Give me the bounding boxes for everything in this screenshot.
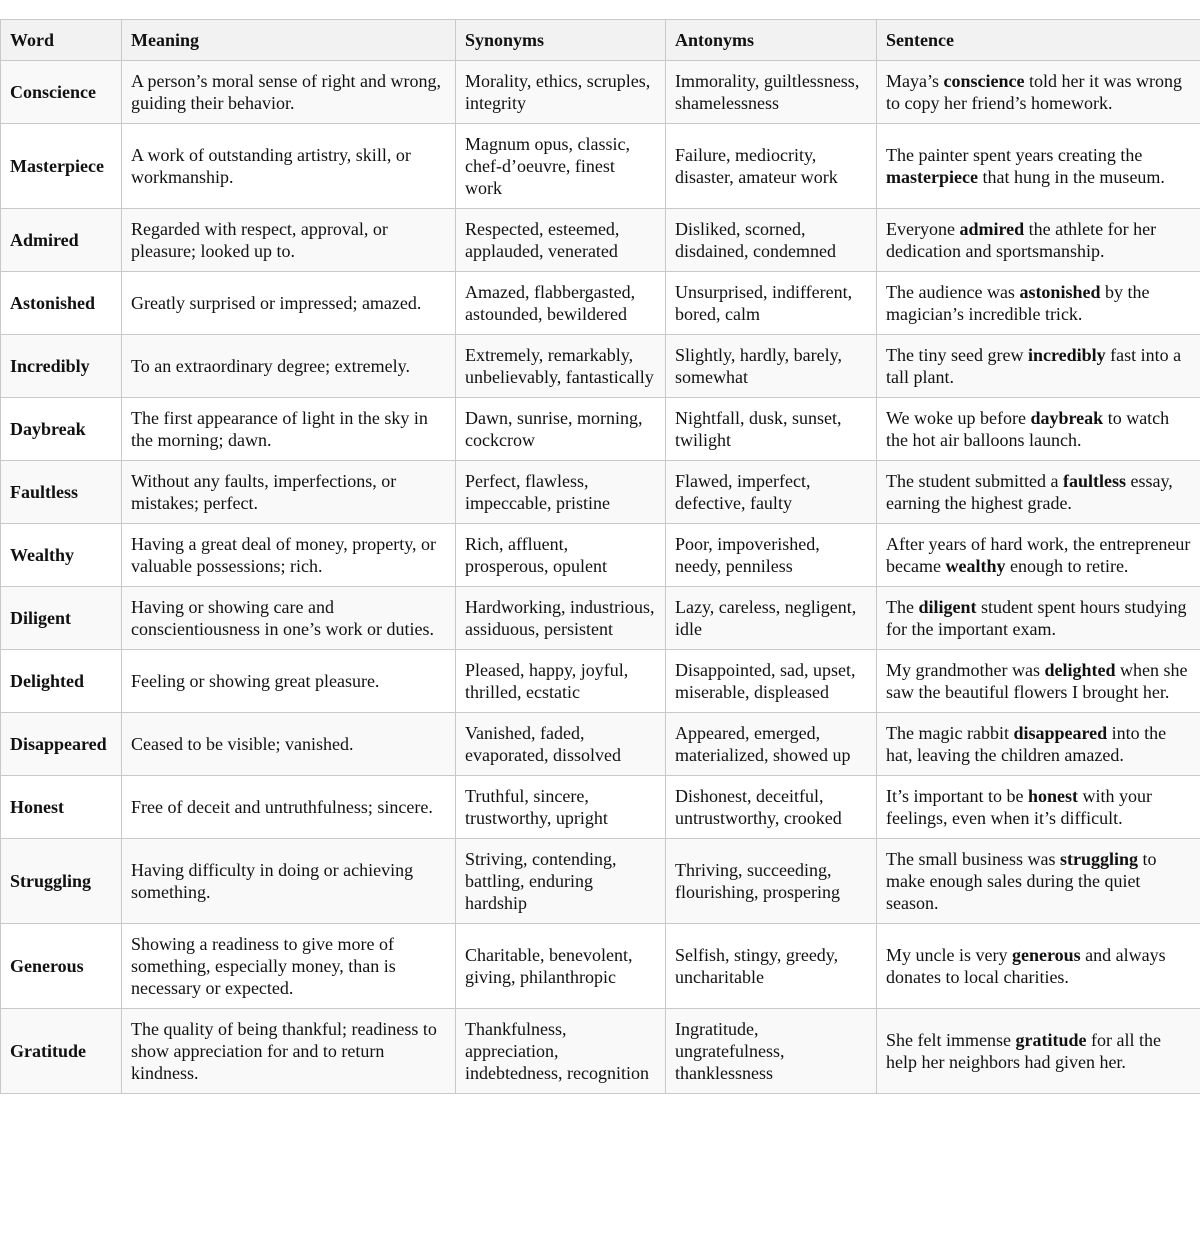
table-row [1,776,1200,839]
synonyms-cell: Rich, affluent, prosperous, opulent [456,524,666,587]
synonyms-cell: Respected, esteemed, applauded, venerated [456,209,666,272]
sentence-keyword: conscience [943,71,1025,91]
sentence-text: and always donates to local charities. [886,945,1166,987]
word-cell: Wealthy [1,524,122,587]
sentence-text: My grandmother was [886,660,1045,680]
header-row [1,20,1200,61]
sentence-text: She felt immense [886,1030,1016,1050]
header-word: Word [1,20,122,61]
sentence-text: to make enough sales during the quiet season. [886,849,1157,913]
sentence-text: fast into a tall plant. [886,345,1182,387]
antonyms-cell: Thriving, succeeding, flourishing, prospering [666,839,877,924]
synonyms-cell: Pleased, happy, joyful, thrilled, ecstatic [456,650,666,713]
meaning-cell: Having or showing care and conscientiousness in one’s work or duties. [122,587,456,650]
sentence-text: essay, earning the highest grade. [886,471,1173,513]
meaning-cell: The first appearance of light in the sky in the morning; dawn. [122,398,456,461]
table-row [1,839,1200,924]
sentence-text: when she saw the beautiful flowers I brought her. [886,660,1188,702]
table-row [1,924,1200,1009]
meaning-cell: To an extraordinary degree; extremely. [122,335,456,398]
sentence-text: We woke up before [886,408,1031,428]
synonyms-cell: Striving, contending, battling, enduring hardship [456,839,666,924]
sentence-text: told her it was wrong to copy her friend’s homework. [886,71,1182,113]
sentence-keyword: delighted [1044,660,1116,680]
sentence-cell [877,1009,1200,1094]
antonyms-cell: Immorality, guiltlessness, shamelessness [666,61,877,124]
synonyms-cell: Hardworking, industrious, assiduous, persistent [456,587,666,650]
sentence-cell [877,124,1200,209]
sentence-keyword: incredibly [1027,345,1106,365]
sentence-text: enough to retire. [1005,556,1129,576]
antonyms-cell: Ingratitude, ungratefulness, thanklessness [666,1009,877,1094]
table-row [1,587,1200,650]
meaning-cell: The quality of being thankful; readiness to show appreciation for and to return kindness. [122,1009,456,1094]
meaning-cell: Having a great deal of money, property, or valuable possessions; rich. [122,524,456,587]
sentence-cell [877,839,1200,924]
synonyms-cell: Magnum opus, classic, chef-d’oeuvre, finest work [456,124,666,209]
table-row [1,524,1200,587]
header-sentence: Sentence [877,20,1200,61]
antonyms-cell: Disappointed, sad, upset, miserable, displeased [666,650,877,713]
sentence-text: to watch the hot air balloons launch. [886,408,1170,450]
header-meaning: Meaning [122,20,456,61]
header-antonyms: Antonyms [666,20,877,61]
synonyms-cell: Charitable, benevolent, giving, philanthropic [456,924,666,1009]
word-cell: Masterpiece [1,124,122,209]
synonyms-cell: Vanished, faded, evaporated, dissolved [456,713,666,776]
sentence-keyword: masterpiece [886,167,978,187]
sentence-text: The audience was [886,282,1020,302]
sentence-cell [877,272,1200,335]
vocabulary-table [0,19,1200,1094]
sentence-text: Maya’s [886,71,944,91]
sentence-keyword: admired [959,219,1025,239]
antonyms-cell: Poor, impoverished, needy, penniless [666,524,877,587]
word-cell: Incredibly [1,335,122,398]
meaning-cell: Regarded with respect, approval, or pleasure; looked up to. [122,209,456,272]
synonyms-cell: Morality, ethics, scruples, integrity [456,61,666,124]
sentence-keyword: disappeared [1013,723,1108,743]
sentence-keyword: struggling [1059,849,1138,869]
sentence-keyword: astonished [1019,282,1101,302]
table-row [1,398,1200,461]
sentence-text: My uncle is very [886,945,1012,965]
meaning-cell: Ceased to be visible; vanished. [122,713,456,776]
sentence-keyword: daybreak [1030,408,1104,428]
sentence-cell [877,650,1200,713]
sentence-text: Everyone [886,219,960,239]
antonyms-cell: Dishonest, deceitful, untrustworthy, crooked [666,776,877,839]
sentence-cell [877,587,1200,650]
sentence-text: into the hat, leaving the children amazed. [886,723,1167,765]
sentence-keyword: wealthy [945,556,1006,576]
synonyms-cell: Dawn, sunrise, morning, cockcrow [456,398,666,461]
sentence-cell [877,61,1200,124]
sentence-cell [877,335,1200,398]
sentence-text: that hung in the museum. [977,167,1165,187]
antonyms-cell: Appeared, emerged, materialized, showed up [666,713,877,776]
word-cell: Conscience [1,61,122,124]
meaning-cell: A work of outstanding artistry, skill, or workmanship. [122,124,456,209]
sentence-text: The painter spent years creating the [886,145,1143,165]
antonyms-cell: Lazy, careless, negligent, idle [666,587,877,650]
antonyms-cell: Slightly, hardly, barely, somewhat [666,335,877,398]
sentence-cell [877,713,1200,776]
table-row [1,124,1200,209]
sentence-text: for all the help her neighbors had given her. [886,1030,1161,1072]
sentence-text: The tiny seed grew [886,345,1028,365]
antonyms-cell: Flawed, imperfect, defective, faulty [666,461,877,524]
sentence-keyword: honest [1027,786,1078,806]
sentence-cell [877,924,1200,1009]
synonyms-cell: Truthful, sincere, trustworthy, upright [456,776,666,839]
sentence-cell [877,461,1200,524]
header-synonyms: Synonyms [456,20,666,61]
sentence-text: The student submitted a [886,471,1063,491]
antonyms-cell: Selfish, stingy, greedy, uncharitable [666,924,877,1009]
sentence-text: the athlete for her dedication and sportsmanship. [886,219,1157,261]
antonyms-cell: Unsurprised, indifferent, bored, calm [666,272,877,335]
sentence-text: with your feelings, even when it’s difficult. [886,786,1152,828]
word-cell: Struggling [1,839,122,924]
synonyms-cell: Extremely, remarkably, unbelievably, fantastically [456,335,666,398]
meaning-cell: Without any faults, imperfections, or mistakes; perfect. [122,461,456,524]
sentence-cell [877,776,1200,839]
word-cell: Faultless [1,461,122,524]
sentence-keyword: gratitude [1015,1030,1087,1050]
word-cell: Daybreak [1,398,122,461]
sentence-text: by the magician’s incredible trick. [886,282,1150,324]
meaning-cell: Free of deceit and untruthfulness; sincere. [122,776,456,839]
sentence-text: The small business was [886,849,1060,869]
meaning-cell: Feeling or showing great pleasure. [122,650,456,713]
synonyms-cell: Amazed, flabbergasted, astounded, bewildered [456,272,666,335]
synonyms-cell: Perfect, flawless, impeccable, pristine [456,461,666,524]
table-row [1,209,1200,272]
sentence-text: It’s important to be [886,786,1028,806]
word-cell: Astonished [1,272,122,335]
sentence-cell [877,209,1200,272]
sentence-text: After years of hard work, the entrepreneur became [886,534,1191,576]
table-body [1,61,1200,1094]
antonyms-cell: Disliked, scorned, disdained, condemned [666,209,877,272]
sentence-cell [877,398,1200,461]
sentence-text: The [886,597,919,617]
meaning-cell: Greatly surprised or impressed; amazed. [122,272,456,335]
antonyms-cell: Failure, mediocrity, disaster, amateur work [666,124,877,209]
meaning-cell: Showing a readiness to give more of something, especially money, than is necessary or expected. [122,924,456,1009]
sentence-keyword: diligent [918,597,977,617]
word-cell: Diligent [1,587,122,650]
table-row [1,713,1200,776]
sentence-keyword: generous [1011,945,1081,965]
sentence-text: student spent hours studying for the important exam. [886,597,1187,639]
word-cell: Admired [1,209,122,272]
synonyms-cell: Thankfulness, appreciation, indebtedness, recognition [456,1009,666,1094]
word-cell: Generous [1,924,122,1009]
word-cell: Honest [1,776,122,839]
word-cell: Disappeared [1,713,122,776]
table-row [1,1009,1200,1094]
table-row [1,272,1200,335]
meaning-cell: A person’s moral sense of right and wrong, guiding their behavior. [122,61,456,124]
sentence-text: The magic rabbit [886,723,1014,743]
table-row [1,61,1200,124]
antonyms-cell: Nightfall, dusk, sunset, twilight [666,398,877,461]
table-row [1,650,1200,713]
table-row [1,461,1200,524]
sentence-keyword: faultless [1062,471,1126,491]
word-cell: Gratitude [1,1009,122,1094]
table-row [1,335,1200,398]
meaning-cell: Having difficulty in doing or achieving something. [122,839,456,924]
word-cell: Delighted [1,650,122,713]
sentence-cell [877,524,1200,587]
